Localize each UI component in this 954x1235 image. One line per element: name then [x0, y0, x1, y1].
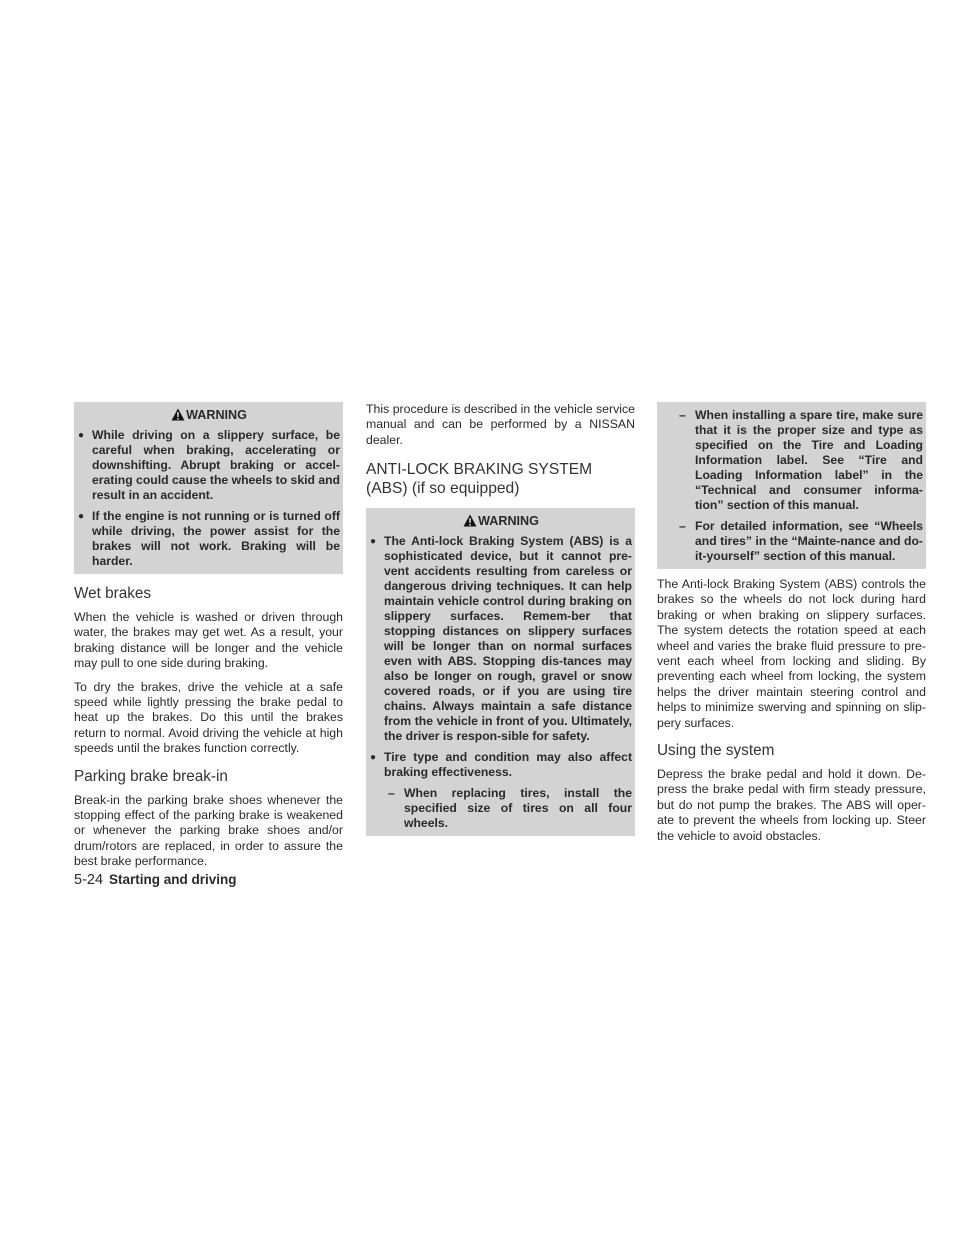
- warning-subitem: – For detailed information, see “Wheels and tires” in the “Mainte-nance and do-it-yourself” section of this manual.: [679, 519, 923, 563]
- section-heading-abs: ANTI-LOCK BRAKING SYSTEM (ABS) (if so equipped): [366, 461, 593, 498]
- column-left: [74, 402, 343, 878]
- warning-box-abs: [366, 508, 635, 836]
- warning-triangle-icon: [463, 514, 477, 527]
- warning-subitem: – When replacing tires, install the specified size of tires on all four wheels.: [388, 786, 632, 831]
- warning-box-continued: [657, 402, 926, 569]
- warning-item: ● While driving on a slippery surface, be careful when braking, accelerating or downshifting. Abrupt braking or accel-erating could cause the wheels to skid and result in an accident.: [78, 428, 340, 502]
- dash-marker: –: [679, 519, 686, 533]
- paragraph: When the vehicle is washed or driven through water, the brakes may get wet. As a result, your braking distance will be longer and the vehicle may pull to one side during braking.: [74, 610, 343, 671]
- paragraph: The Anti-lock Braking System (ABS) controls the brakes so the wheels do not lock during hard braking or when braking on slippery surfaces. The system detects the rotation speed at each wheel and varies the brake fluid pressure to pre-vent each wheel from locking and sliding. By preventing each wheel from locking, the system helps the driver maintain steering control and helps to minimize swerving and spinning on slip-pery surfaces.: [657, 577, 926, 730]
- bullet-marker: ●: [370, 752, 377, 764]
- section-name: Starting and driving: [109, 872, 237, 887]
- column-middle: [366, 402, 635, 836]
- dash-marker: –: [388, 786, 395, 801]
- warning-item: ● Tire type and condition may also affect braking effectiveness.: [370, 750, 632, 780]
- bullet-marker: ●: [370, 536, 377, 548]
- column-right: [657, 402, 926, 852]
- bullet-marker: ●: [78, 430, 85, 441]
- warning-item: ● The Anti-lock Braking System (ABS) is a sophisticated device, but it cannot pre-vent accidents resulting from careless or dangerous driving techniques. It can help maintain vehicle control during braking on slippery surfaces. Remem-ber that stopping distances on slippery surfaces will be longer than on normal surfaces even with ABS. Stopping dis-tances may also be longer on rough, gravel or snow covered roads, or if you are using tire chains. Always maintain a safe distance from the vehicle in front of you. Ultimately, the driver is respon-sible for safety.: [370, 534, 632, 744]
- section-heading-using-system: Using the system: [657, 742, 775, 760]
- section-heading-wet-brakes: Wet brakes: [74, 585, 152, 602]
- warning-subitem: – When installing a spare tire, make sure that it is the proper size and type as specified on the Tire and Loading Information label. See “Tire and Loading Information label” in the “Technical and consumer informa-tion” section of this manual.: [679, 408, 923, 512]
- bullet-marker: ●: [78, 511, 85, 522]
- page-number: 5-24: [74, 872, 104, 888]
- warning-box-brakes: [74, 402, 343, 574]
- paragraph: To dry the brakes, drive the vehicle at a safe speed while lightly pressing the brake pedal to heat up the brakes. Do this until the brakes return to normal. Avoid driving the vehicle at high speeds until the brakes function correctly.: [74, 679, 343, 756]
- paragraph: Break-in the parking brake shoes whenever the stopping effect of the parking brake is weakened or whenever the parking brake shoes and/or drum/rotors are replaced, in order to assure the best brake performance.: [74, 792, 343, 869]
- section-heading-parking-brake: Parking brake break-in: [74, 767, 228, 785]
- warning-item: ● If the engine is not running or is turned off while driving, the power assist for the brakes will not work. Braking will be harder.: [78, 509, 340, 568]
- paragraph: Depress the brake pedal and hold it down. De-press the brake pedal with firm steady pressure, but do not pump the brakes. The ABS will oper-ate to prevent the wheels from locking up. Steer the vehicle to avoid obstacles.: [657, 767, 926, 843]
- page-footer: [74, 871, 237, 889]
- paragraph: This procedure is described in the vehicle service manual and can be performed by a NISSAN dealer.: [366, 402, 635, 447]
- warning-title: WARNING: [370, 513, 632, 529]
- warning-triangle-icon: [171, 408, 185, 421]
- warning-title: WARNING: [78, 407, 340, 423]
- dash-marker: –: [679, 408, 686, 422]
